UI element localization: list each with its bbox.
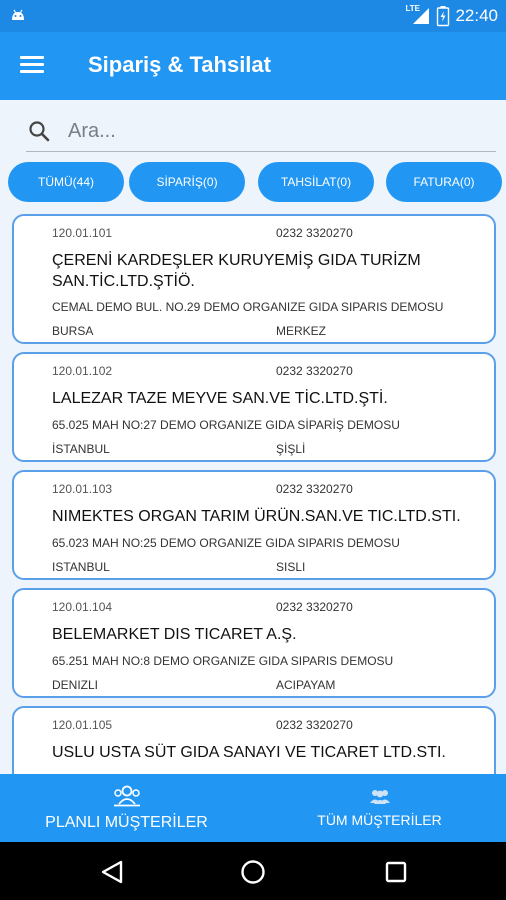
- customer-name: NIMEKTES ORGAN TARIM ÜRÜN.SAN.VE TIC.LTD.STI.: [52, 508, 461, 525]
- customer-city: BURSA: [52, 324, 94, 338]
- customer-code: 120.01.101: [52, 226, 113, 240]
- nav-all-customers-label: TÜM MÜŞTERİLER: [317, 812, 442, 828]
- page-title: Sipariş & Tahsilat: [88, 52, 271, 77]
- customer-card[interactable]: [12, 470, 496, 580]
- android-icon: [10, 8, 26, 22]
- back-icon[interactable]: [99, 859, 125, 885]
- bottom-navigation: [0, 774, 506, 842]
- customer-phone: 0232 3320270: [276, 482, 353, 496]
- home-icon[interactable]: [240, 859, 266, 885]
- search-bar: [26, 108, 496, 152]
- filter-orders-button[interactable]: SİPARİŞ(0): [129, 162, 245, 202]
- customer-phone: 0232 3320270: [276, 226, 353, 240]
- customer-name: BELEMARKET DIS TICARET A.Ş.: [52, 626, 297, 643]
- lte-signal-icon: [405, 4, 431, 26]
- customer-phone: 0232 3320270: [276, 364, 353, 378]
- status-bar: [0, 0, 506, 32]
- customer-code: 120.01.104: [52, 600, 113, 614]
- customer-address: 65.251 MAH NO:8 DEMO ORGANIZE GIDA SIPARIS DEMOSU: [52, 654, 394, 668]
- all-customers-icon: [368, 788, 392, 806]
- filter-collections-button[interactable]: TAHSİLAT(0): [258, 162, 374, 202]
- planned-customers-icon: [112, 784, 142, 808]
- customer-city: İSTANBUL: [52, 442, 110, 456]
- customer-district: MERKEZ: [276, 324, 327, 338]
- customer-phone: 0232 3320270: [276, 718, 353, 732]
- nav-planned-customers-label: PLANLI MÜŞTERİLER: [45, 814, 208, 831]
- recents-icon[interactable]: [383, 859, 409, 885]
- filter-invoices-button[interactable]: FATURA(0): [386, 162, 502, 202]
- main-content: [0, 100, 506, 774]
- customer-list: [12, 214, 496, 824]
- customer-name: ÇERENİ KARDEŞLER KURUYEMİŞ GIDA TURİZM SAN.TİC.LTD.ŞTİÖ.: [52, 252, 421, 290]
- customer-phone: 0232 3320270: [276, 600, 353, 614]
- filter-all-button[interactable]: TÜMÜ(44): [8, 162, 124, 202]
- customer-name: USLU USTA SÜT GIDA SANAYI VE TICARET LTD.STI.: [52, 744, 446, 761]
- nav-all-customers[interactable]: [253, 774, 506, 842]
- network-label: LTE: [405, 4, 420, 13]
- customer-code: 120.01.102: [52, 364, 113, 378]
- customer-address: 65.025 MAH NO:27 DEMO ORGANIZE GIDA SİPARİŞ DEMOSU: [52, 418, 400, 432]
- customer-code: 120.01.105: [52, 718, 113, 732]
- nav-planned-customers[interactable]: [0, 774, 253, 842]
- customer-district: ACIPAYAM: [276, 678, 336, 692]
- customer-code: 120.01.103: [52, 482, 113, 496]
- menu-icon[interactable]: [20, 52, 50, 80]
- search-icon: [28, 120, 50, 142]
- customer-name: LALEZAR TAZE MEYVE SAN.VE TİC.LTD.ŞTİ.: [52, 390, 388, 407]
- customer-city: ISTANBUL: [52, 560, 110, 574]
- search-input[interactable]: [68, 116, 488, 146]
- customer-card[interactable]: [12, 214, 496, 344]
- customer-address: 65.023 MAH NO:25 DEMO ORGANIZE GIDA SIPARIS DEMOSU: [52, 536, 400, 550]
- battery-icon: [437, 6, 449, 26]
- customer-address: CEMAL DEMO BUL. NO.29 DEMO ORGANIZE GIDA SIPARIS DEMOSU: [52, 300, 444, 314]
- system-navigation-bar: [0, 842, 506, 900]
- app-bar: [0, 32, 506, 100]
- customer-city: DENIZLI: [52, 678, 99, 692]
- customer-district: ŞİŞLİ: [276, 442, 306, 456]
- status-icons: [405, 4, 498, 28]
- customer-card[interactable]: [12, 352, 496, 462]
- customer-card[interactable]: [12, 588, 496, 698]
- customer-district: SISLI: [276, 560, 306, 574]
- clock: 22:40: [455, 6, 498, 25]
- filter-tabs: [8, 162, 502, 202]
